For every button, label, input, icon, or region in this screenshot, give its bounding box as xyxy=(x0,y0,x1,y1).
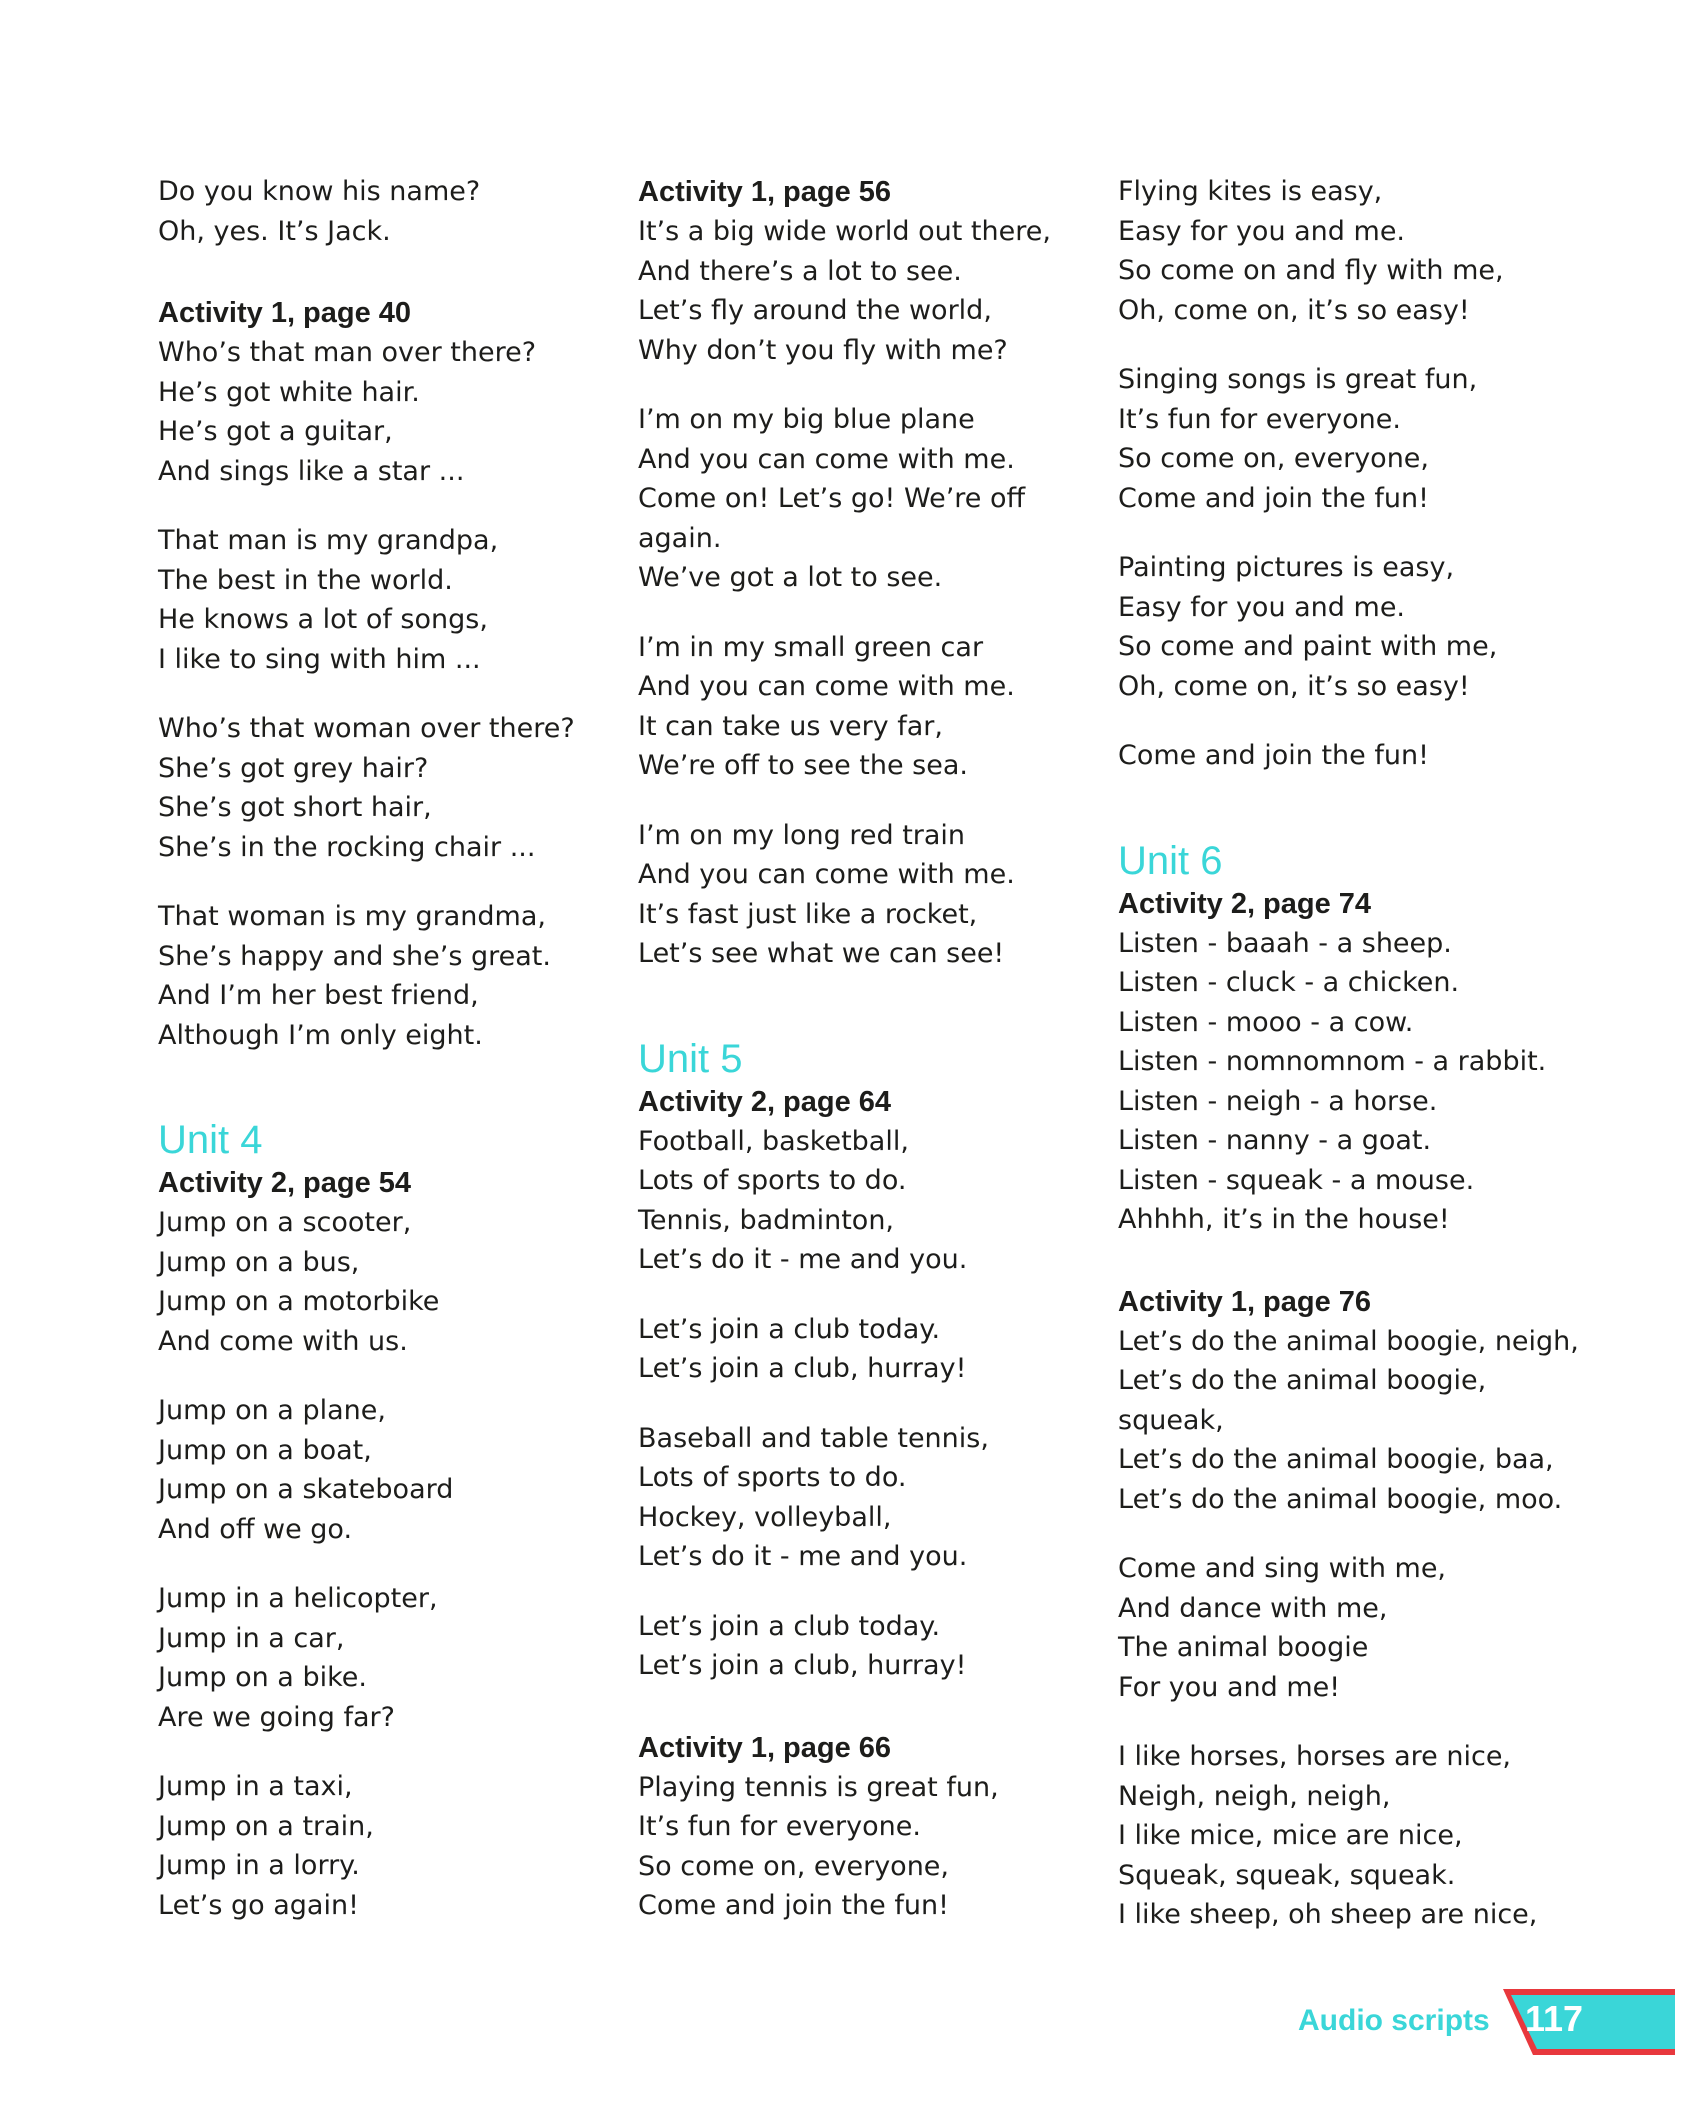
song-line: Who’s that woman over there? xyxy=(158,713,575,744)
song-line: And you can come with me. xyxy=(638,443,1015,475)
song-stanza xyxy=(638,1310,1108,1389)
page-number-tab xyxy=(1495,1985,1675,2059)
spacer xyxy=(158,679,628,709)
spacer xyxy=(638,1577,1108,1607)
song-line: It’s fast just like a rocket, xyxy=(638,898,978,930)
song-line: The animal boogie xyxy=(1118,1632,1369,1663)
song-line: The best in the world. xyxy=(158,564,453,596)
song-line: Let’s see what we can see! xyxy=(638,938,1005,969)
song-stanza xyxy=(1118,1549,1588,1707)
spacer xyxy=(158,1361,628,1391)
song-line: He knows a lot of songs, xyxy=(158,604,488,635)
song-line: So come and paint with me, xyxy=(1118,631,1498,662)
song-stanza xyxy=(158,897,628,1055)
song-stanza xyxy=(638,1607,1108,1686)
song-line: And you can come with me. xyxy=(638,859,1015,890)
activity-heading: Activity 2, page 64 xyxy=(638,1085,892,1118)
spacer xyxy=(1118,1519,1588,1549)
song-line: Listen - baaah - a sheep. xyxy=(1118,927,1452,959)
song-line: Come on! Let’s go! We’re off xyxy=(638,483,1026,514)
activity-heading: Activity 2, page 54 xyxy=(158,1167,412,1199)
unit-heading: Unit 4 xyxy=(158,1118,263,1162)
activity-heading: Activity 1, page 56 xyxy=(638,176,892,208)
song-line: Listen - mooo - a cow. xyxy=(1118,1006,1414,1038)
song-line: So come on and fly with me, xyxy=(1118,255,1504,286)
song-line: I’m on my big blue plane xyxy=(638,404,975,435)
song-line: And dance with me, xyxy=(1118,1592,1388,1624)
song-line: Football, basketball, xyxy=(638,1125,909,1157)
spacer xyxy=(638,370,1108,400)
song-line: Hockey, volleyball, xyxy=(638,1501,892,1533)
song-line: Jump on a skateboard xyxy=(158,1474,454,1505)
song-line: Jump in a lorry. xyxy=(158,1850,360,1881)
song-stanza xyxy=(638,628,1108,786)
song-line: I like mice, mice are nice, xyxy=(1118,1820,1463,1851)
song-line: Jump on a plane, xyxy=(158,1395,386,1426)
song-line: Easy for you and me. xyxy=(1118,215,1406,247)
spacer xyxy=(1118,1240,1588,1282)
song-line: Although I’m only eight. xyxy=(158,1019,483,1051)
song-line: We’ve got a lot to see. xyxy=(638,562,943,593)
song-line: Ahhhh, it’s in the house! xyxy=(1118,1204,1450,1235)
song-line: Come and join the fun! xyxy=(1118,740,1429,771)
song-line: It’s a big wide world out there, xyxy=(638,216,1051,247)
song-stanza xyxy=(158,1391,628,1549)
song-line: It can take us very far, xyxy=(638,710,943,742)
song-line: Jump in a helicopter, xyxy=(158,1583,438,1614)
song-line: She’s in the rocking chair ... xyxy=(158,831,536,863)
song-line: Why don’t you fly with me? xyxy=(638,334,1008,366)
spacer xyxy=(638,786,1108,816)
song-line: That woman is my grandma, xyxy=(158,901,546,932)
song-line: And off we go. xyxy=(158,1513,353,1545)
song-line: That man is my grandpa, xyxy=(158,525,499,556)
song-stanza xyxy=(638,1419,1108,1577)
song-stanza xyxy=(638,816,1108,974)
song-line: Let’s do the animal boogie, baa, xyxy=(1118,1444,1554,1475)
song-line: Do you know his name? xyxy=(158,176,481,207)
spacer xyxy=(1118,330,1588,360)
song-stanza xyxy=(638,400,1108,598)
unit-heading: Unit 6 xyxy=(1118,838,1223,883)
song-line: He’s got a guitar, xyxy=(158,416,393,447)
song-line: Oh, come on, it’s so easy! xyxy=(1118,294,1470,326)
song-line: I like sheep, oh sheep are nice, xyxy=(1118,1899,1538,1930)
song-line: Listen - nomnomnom - a rabbit. xyxy=(1118,1046,1547,1077)
song-line: I’m on my long red train xyxy=(638,819,966,851)
song-line: Let’s do the animal boogie, xyxy=(1118,1365,1487,1396)
text-column-3 xyxy=(1118,172,1588,1935)
activity-heading: Activity 1, page 76 xyxy=(1118,1285,1372,1318)
song-stanza xyxy=(158,521,628,679)
activity-heading: Activity 1, page 40 xyxy=(158,297,412,329)
spacer xyxy=(158,1737,628,1767)
song-line: Baseball and table tennis, xyxy=(638,1422,989,1454)
text-column-1 xyxy=(158,172,628,1925)
song-line: She’s got short hair, xyxy=(158,792,432,823)
song-line: I’m in my small green car xyxy=(638,631,984,663)
song-stanza xyxy=(1118,1322,1588,1520)
song-line: Jump on a motorbike xyxy=(158,1286,440,1317)
spacer xyxy=(1118,518,1588,548)
song-line: Listen - squeak - a mouse. xyxy=(1118,1164,1475,1196)
song-line: again. xyxy=(638,522,722,554)
song-line: And come with us. xyxy=(158,1325,408,1357)
song-line: Jump on a bike. xyxy=(158,1662,367,1693)
song-line: Let’s do it - me and you. xyxy=(638,1244,968,1275)
activity-heading: Activity 2, page 74 xyxy=(1118,887,1372,920)
song-line: Come and join the fun! xyxy=(638,1890,949,1921)
song-line: I like to sing with him ... xyxy=(158,643,481,675)
spacer xyxy=(1118,776,1588,838)
text-column-2 xyxy=(638,172,1108,1926)
song-line: It’s fun for everyone. xyxy=(1118,403,1401,435)
song-line: He’s got white hair. xyxy=(158,376,420,408)
song-stanza xyxy=(158,709,628,867)
song-line: Let’s join a club today. xyxy=(638,1610,941,1642)
song-line: Squeak, squeak, squeak. xyxy=(1118,1859,1456,1891)
song-stanza xyxy=(1118,360,1588,518)
song-line: Let’s join a club, hurray! xyxy=(638,1353,967,1384)
song-stanza xyxy=(1118,1737,1588,1935)
song-stanza xyxy=(158,1203,628,1361)
song-line: Let’s go again! xyxy=(158,1889,359,1921)
spacer xyxy=(638,598,1108,628)
spacer xyxy=(158,251,628,293)
song-line: Lots of sports to do. xyxy=(638,1462,907,1493)
activity-heading: Activity 1, page 66 xyxy=(638,1731,892,1764)
song-stanza xyxy=(158,172,628,251)
song-line: She’s happy and she’s great. xyxy=(158,940,551,972)
spacer xyxy=(1118,1707,1588,1737)
song-line: We’re off to see the sea. xyxy=(638,750,968,781)
song-line: Neigh, neigh, neigh, xyxy=(1118,1780,1391,1812)
spacer xyxy=(638,1389,1108,1419)
spacer xyxy=(638,974,1108,1036)
song-line: Listen - nanny - a goat. xyxy=(1118,1125,1432,1156)
song-line: Jump on a scooter, xyxy=(158,1207,412,1238)
page-number: 117 xyxy=(1525,1998,1584,2039)
spacer xyxy=(1118,706,1588,736)
spacer xyxy=(158,1549,628,1579)
song-line: I like horses, horses are nice, xyxy=(1118,1741,1512,1772)
song-line: Jump on a boat, xyxy=(158,1434,372,1466)
song-line: Come and join the fun! xyxy=(1118,482,1429,514)
song-line: It’s fun for everyone. xyxy=(638,1811,921,1842)
song-line: Come and sing with me, xyxy=(1118,1553,1447,1584)
song-stanza xyxy=(158,1767,628,1925)
spacer xyxy=(158,491,628,521)
song-line: Painting pictures is easy, xyxy=(1118,552,1455,583)
song-line: And I’m her best friend, xyxy=(158,980,479,1011)
song-line: For you and me! xyxy=(1118,1671,1341,1703)
song-line: She’s got grey hair? xyxy=(158,752,429,784)
song-line: Lots of sports to do. xyxy=(638,1165,907,1196)
song-line: Let’s do it - me and you. xyxy=(638,1541,968,1572)
song-stanza xyxy=(1118,172,1588,330)
song-stanza xyxy=(1118,548,1588,706)
spacer xyxy=(158,1055,628,1117)
spacer xyxy=(158,867,628,897)
song-stanza xyxy=(1118,736,1588,776)
footer-section-label: Audio scripts xyxy=(1298,2004,1490,2037)
song-line: Let’s do the animal boogie, neigh, xyxy=(1118,1325,1579,1357)
song-line: Oh, come on, it’s so easy! xyxy=(1118,670,1470,702)
song-line: So come on, everyone, xyxy=(1118,443,1430,474)
spacer xyxy=(638,1686,1108,1728)
song-line: Oh, yes. It’s Jack. xyxy=(158,215,391,247)
song-line: Jump in a taxi, xyxy=(158,1771,353,1802)
song-line: And there’s a lot to see. xyxy=(638,255,962,287)
song-line: Jump on a train, xyxy=(158,1810,374,1842)
song-line: And sings like a star ... xyxy=(158,455,465,487)
unit-heading: Unit 5 xyxy=(638,1036,743,1081)
song-stanza xyxy=(158,1579,628,1737)
spacer xyxy=(638,1280,1108,1310)
song-line: Let’s join a club today. xyxy=(638,1313,941,1345)
song-line: And you can come with me. xyxy=(638,671,1015,702)
song-stanza xyxy=(638,212,1108,370)
song-line: Listen - neigh - a horse. xyxy=(1118,1085,1438,1117)
song-stanza xyxy=(638,1122,1108,1280)
song-line: Easy for you and me. xyxy=(1118,591,1406,623)
song-stanza xyxy=(638,1768,1108,1926)
song-line: Listen - cluck - a chicken. xyxy=(1118,967,1460,998)
song-line: Playing tennis is great fun, xyxy=(638,1771,999,1803)
song-line: Tennis, badminton, xyxy=(638,1204,895,1236)
song-stanza xyxy=(1118,924,1588,1240)
song-line: Let’s do the animal boogie, moo. xyxy=(1118,1483,1563,1515)
song-line: Flying kites is easy, xyxy=(1118,176,1383,207)
song-line: Let’s join a club, hurray! xyxy=(638,1650,967,1681)
song-line: Singing songs is great fun, xyxy=(1118,364,1478,395)
song-line: Jump on a bus, xyxy=(158,1246,360,1278)
song-stanza xyxy=(158,333,628,491)
song-line: Are we going far? xyxy=(158,1701,395,1733)
song-line: Let’s fly around the world, xyxy=(638,295,992,326)
song-line: So come on, everyone, xyxy=(638,1850,950,1882)
song-line: Jump in a car, xyxy=(158,1622,345,1654)
song-line: Who’s that man over there? xyxy=(158,337,537,368)
song-line: squeak, xyxy=(1118,1404,1224,1436)
